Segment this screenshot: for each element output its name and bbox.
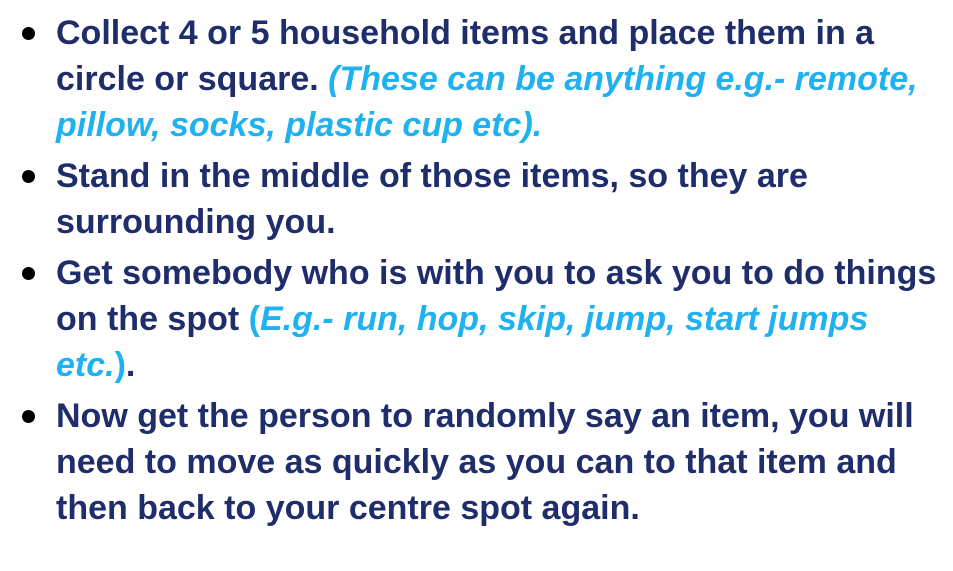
item-text: Now get the person to randomly say an item, you will need to move as quickly as you can to that item and then back to your centre spot again. bbox=[56, 397, 914, 527]
item-highlight: (These can be anything e.g.- remote, pillow, socks, plastic cup etc). bbox=[56, 60, 918, 144]
item-tail: . bbox=[125, 346, 136, 384]
item-text: Stand in the middle of those items, so they are surrounding you. bbox=[56, 157, 808, 241]
close-paren: ) bbox=[114, 346, 126, 384]
list-item bbox=[0, 393, 953, 531]
open-paren: ( bbox=[248, 300, 260, 338]
item-text: Get somebody who is with you to ask you to do things on the spot bbox=[56, 254, 937, 338]
item-highlight: E.g.- run, hop, skip, jump, start jumps etc. bbox=[56, 300, 869, 384]
bullet-icon bbox=[22, 410, 35, 423]
bullet-icon bbox=[22, 170, 35, 183]
list-item bbox=[0, 250, 953, 388]
bullet-icon bbox=[22, 267, 35, 280]
bullet-icon bbox=[22, 27, 35, 40]
list-item bbox=[0, 10, 953, 148]
instruction-list bbox=[0, 10, 953, 531]
list-item bbox=[0, 153, 953, 245]
item-text: Collect 4 or 5 household items and place them in a circle or square. bbox=[56, 14, 875, 98]
